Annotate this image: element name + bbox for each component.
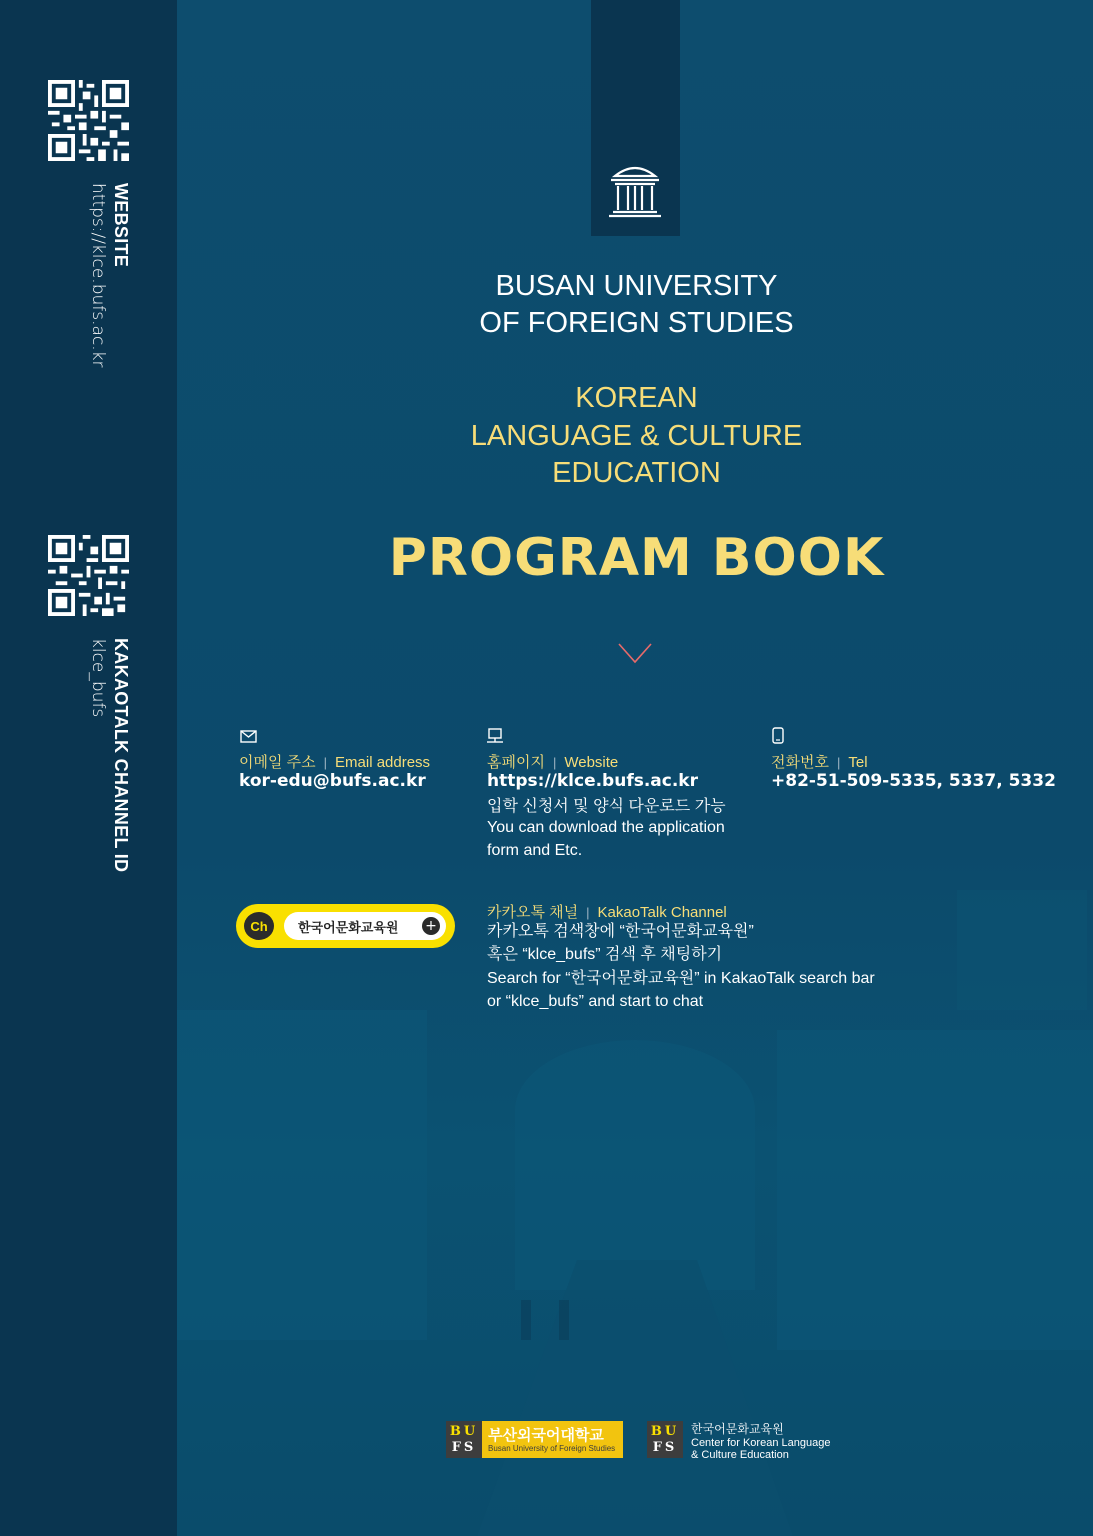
- email-label: [239, 751, 430, 772]
- kakao-button-text: 한국어문화교육원: [298, 921, 399, 936]
- university-building-icon: [607, 162, 663, 220]
- website-qr-code[interactable]: [48, 80, 129, 161]
- kakao-desc-ko-1: 카카오톡 검색창에 “한국어문화교육원”: [487, 923, 754, 940]
- label-separator: |: [552, 755, 557, 770]
- chevron-down-icon: [617, 642, 653, 664]
- page-title: PROGRAM BOOK: [388, 528, 885, 588]
- label-separator: |: [836, 755, 841, 770]
- label-separator: |: [586, 905, 590, 920]
- homepage-label-ko: 홈페이지: [487, 754, 545, 771]
- homepage-url[interactable]: https://klce.bufs.ac.kr: [487, 771, 698, 791]
- phone-icon: [772, 727, 784, 744]
- kakao-channel-title: KAKAOTALK CHANNEL ID: [111, 638, 131, 873]
- header-tab: [591, 0, 680, 236]
- university-logo-ko: 부산외국어대학교: [488, 1426, 604, 1444]
- center-name-en-1: Center for Korean Language: [691, 1437, 831, 1449]
- homepage-label: [487, 751, 618, 772]
- kakao-desc-ko-2: 혹은 “klce_bufs” 검색 후 채팅하기: [487, 946, 723, 963]
- homepage-desc-en-1: You can download the application: [487, 819, 725, 836]
- kakao-desc-en-1: Search for “한국어문화교육원” in KakaoTalk search bar: [487, 970, 875, 987]
- label-separator: |: [323, 755, 328, 770]
- center-mark-row1: BU: [650, 1424, 680, 1439]
- university-logo: [482, 1421, 623, 1458]
- tel-label-en: Tel: [848, 754, 868, 771]
- bufs-mark-row2: FS: [451, 1440, 477, 1455]
- university-name-line2: OF FOREIGN STUDIES: [479, 307, 794, 339]
- university-name-line1: BUSAN UNIVERSITY: [495, 270, 778, 302]
- homepage-desc-en-2: form and Etc.: [487, 842, 583, 859]
- program-name-line3: EDUCATION: [552, 457, 721, 489]
- plus-icon[interactable]: +: [422, 917, 440, 935]
- kakao-label-en: KakaoTalk Channel: [597, 904, 727, 921]
- monitor-icon: [487, 728, 503, 744]
- website-url[interactable]: https://klce.bufs.ac.kr: [88, 183, 108, 368]
- kakao-search-pill[interactable]: [284, 912, 446, 940]
- kakao-channel-id: klce_bufs: [88, 638, 108, 718]
- kakao-channel-button[interactable]: [236, 904, 455, 948]
- tel-value[interactable]: +82-51-509-5335, 5337, 5332: [771, 771, 1056, 791]
- university-logo-en: Busan University of Foreign Studies: [488, 1444, 616, 1453]
- email-label-en: Email address: [335, 754, 431, 771]
- bufs-logo-mark: [446, 1421, 482, 1458]
- website-title: WEBSITE: [111, 183, 131, 268]
- program-name-line2: LANGUAGE & CULTURE: [470, 420, 803, 452]
- center-name-ko: 한국어문화교육원: [691, 1422, 784, 1436]
- homepage-label-en: Website: [564, 754, 619, 771]
- email-value[interactable]: kor-edu@bufs.ac.kr: [239, 771, 426, 791]
- center-mark-row2: FS: [652, 1440, 678, 1455]
- sidebar: [0, 0, 177, 1536]
- bufs-mark-row1: BU: [449, 1424, 479, 1439]
- email-label-ko: 이메일 주소: [239, 754, 316, 771]
- center-logo-name: [691, 1420, 830, 1461]
- homepage-desc-ko: 입학 신청서 및 양식 다운로드 가능: [487, 798, 726, 815]
- program-name-line1: KOREAN: [575, 382, 698, 414]
- mail-icon: [240, 730, 257, 743]
- kakao-qr-code[interactable]: [48, 535, 129, 616]
- kakao-label: [487, 901, 727, 922]
- center-logo-mark: [647, 1421, 683, 1458]
- tel-label: [771, 751, 868, 772]
- kakao-desc-en-2: or “klce_bufs” and start to chat: [487, 993, 704, 1010]
- tel-label-ko: 전화번호: [771, 754, 829, 771]
- kakao-label-ko: 카카오톡 채널: [487, 904, 579, 921]
- center-name-en-2: & Culture Education: [691, 1449, 789, 1461]
- kakao-ch-icon: Ch: [244, 912, 274, 940]
